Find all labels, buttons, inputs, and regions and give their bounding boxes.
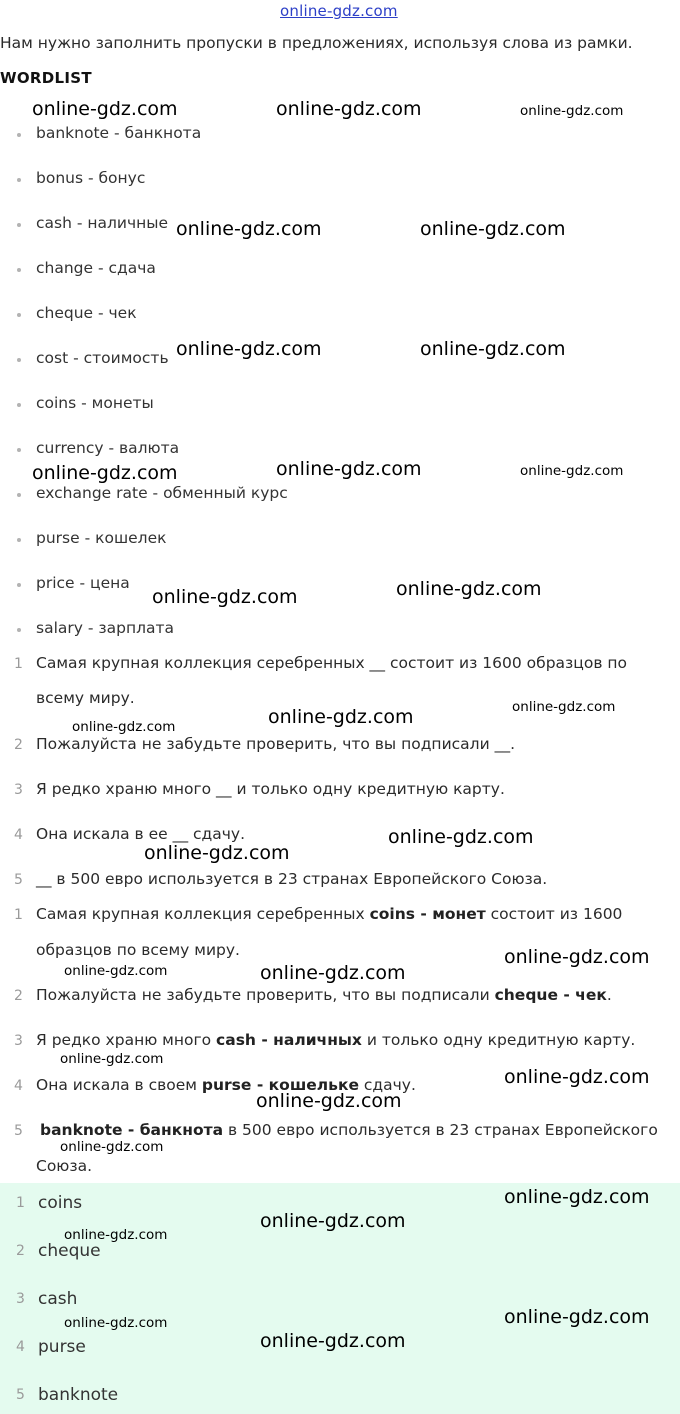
- task-sentence: Я редко храню много __ и только одну кредитную карту.: [36, 780, 505, 798]
- watermark: online-gdz.com: [396, 578, 542, 600]
- intro-text: Нам нужно заполнить пропуски в предложениях, используя слова из рамки.: [0, 34, 633, 52]
- answer-word: purse: [38, 1337, 86, 1357]
- watermark: online-gdz.com: [520, 103, 624, 119]
- answer-number: 1: [16, 1195, 25, 1211]
- bullet-icon: [17, 583, 21, 587]
- bullet-icon: [17, 133, 21, 137]
- filled-sentence-continued: образцов по всему миру.: [36, 941, 240, 959]
- bullet-icon: [17, 628, 21, 632]
- watermark: online-gdz.com: [504, 1186, 650, 1208]
- watermark: online-gdz.com: [64, 963, 168, 979]
- task-sentence: Самая крупная коллекция серебренных __ состоит из 1600 образцов по: [36, 654, 628, 672]
- watermark: online-gdz.com: [32, 98, 178, 120]
- watermark: online-gdz.com: [260, 1330, 406, 1352]
- answer-number: 4: [16, 1339, 25, 1355]
- filled-number: 4: [14, 1078, 23, 1094]
- filled-sentence: Она искала в своем purse - кошельке сдачу.: [36, 1076, 416, 1094]
- wordlist-heading: WORDLIST: [0, 69, 92, 87]
- watermark: online-gdz.com: [420, 338, 566, 360]
- filled-number: 3: [14, 1033, 23, 1049]
- watermark: online-gdz.com: [176, 338, 322, 360]
- list-item: coins - монеты: [0, 394, 680, 416]
- list-item: cash - наличные: [0, 214, 680, 236]
- bullet-icon: [17, 538, 21, 542]
- watermark: online-gdz.com: [276, 98, 422, 120]
- list-item: bonus - бонус: [0, 169, 680, 191]
- task-sentence: Она искала в ее __ сдачу.: [36, 825, 246, 843]
- watermark: online-gdz.com: [72, 719, 176, 735]
- answer-highlight: banknote - банкнота: [40, 1121, 224, 1139]
- task-sentence-continued: всему миру.: [36, 689, 135, 707]
- watermark: online-gdz.com: [260, 962, 406, 984]
- answer-word: coins: [38, 1193, 83, 1213]
- watermark: online-gdz.com: [60, 1051, 164, 1067]
- answer-word: banknote: [38, 1385, 119, 1405]
- bullet-icon: [17, 403, 21, 407]
- bullet-icon: [17, 358, 21, 362]
- bullet-icon: [17, 493, 21, 497]
- watermark: online-gdz.com: [256, 1090, 402, 1112]
- watermark: online-gdz.com: [388, 826, 534, 848]
- bullet-icon: [17, 448, 21, 452]
- list-item: change - сдача: [0, 259, 680, 281]
- watermark: online-gdz.com: [512, 699, 616, 715]
- list-item: purse - кошелек: [0, 529, 680, 551]
- watermark: online-gdz.com: [64, 1315, 168, 1331]
- task-sentence: Пожалуйста не забудьте проверить, что вы подписали __.: [36, 735, 515, 753]
- bullet-icon: [17, 178, 21, 182]
- task-number: 2: [14, 737, 23, 753]
- answer-number: 3: [16, 1291, 25, 1307]
- watermark: online-gdz.com: [64, 1227, 168, 1243]
- answer-highlight: coins - монет: [369, 905, 486, 923]
- watermark: online-gdz.com: [144, 842, 290, 864]
- watermark: online-gdz.com: [276, 458, 422, 480]
- filled-number: 1: [14, 907, 23, 923]
- answer-highlight: cheque - чек: [494, 986, 607, 1004]
- watermark: online-gdz.com: [504, 1306, 650, 1328]
- watermark: online-gdz.com: [420, 218, 566, 240]
- task-number: 3: [14, 782, 23, 798]
- answer-number: 2: [16, 1243, 25, 1259]
- site-logo-link[interactable]: online-gdz.com: [280, 2, 398, 20]
- answer-word: cash: [38, 1289, 78, 1309]
- list-item: cheque - чек: [0, 304, 680, 326]
- watermark: online-gdz.com: [176, 218, 322, 240]
- watermark: online-gdz.com: [152, 586, 298, 608]
- filled-sentence: Пожалуйста не забудьте проверить, что вы подписали cheque - чек.: [36, 986, 612, 1004]
- answer-highlight: cash - наличных: [216, 1031, 362, 1049]
- list-item: currency - валюта: [0, 439, 680, 461]
- watermark: online-gdz.com: [504, 946, 650, 968]
- bullet-icon: [17, 223, 21, 227]
- filled-sentence: Я редко храню много cash - наличных и только одну кредитную карту.: [36, 1031, 636, 1049]
- watermark: online-gdz.com: [32, 462, 178, 484]
- list-item: banknote - банкнота: [0, 124, 680, 146]
- list-item: cost - стоимость: [0, 349, 680, 371]
- task-sentence: __ в 500 евро используется в 23 странах Европейского Союза.: [36, 870, 548, 888]
- answer-highlight: purse - кошельке: [201, 1076, 359, 1094]
- answer-number: 5: [16, 1387, 25, 1403]
- filled-sentence: banknote - банкнота в 500 евро используется в 23 странах Европейского: [40, 1121, 658, 1139]
- watermark: online-gdz.com: [260, 1210, 406, 1232]
- task-number: 5: [14, 872, 23, 888]
- bullet-icon: [17, 313, 21, 317]
- watermark: online-gdz.com: [520, 463, 624, 479]
- list-item: exchange rate - обменный курс: [0, 484, 680, 506]
- watermark: online-gdz.com: [504, 1066, 650, 1088]
- bullet-icon: [17, 268, 21, 272]
- list-item: salary - зарплата: [0, 619, 680, 641]
- watermark: online-gdz.com: [268, 706, 414, 728]
- watermark: online-gdz.com: [60, 1139, 164, 1155]
- task-number: 1: [14, 656, 23, 672]
- filled-number: 5: [14, 1123, 23, 1139]
- task-number: 4: [14, 827, 23, 843]
- filled-sentence-continued: Союза.: [36, 1157, 93, 1175]
- list-item: price - цена: [0, 574, 680, 596]
- answer-word: cheque: [38, 1241, 101, 1261]
- filled-sentence: Самая крупная коллекция серебренных coins - монет состоит из 1600: [36, 905, 623, 923]
- filled-number: 2: [14, 988, 23, 1004]
